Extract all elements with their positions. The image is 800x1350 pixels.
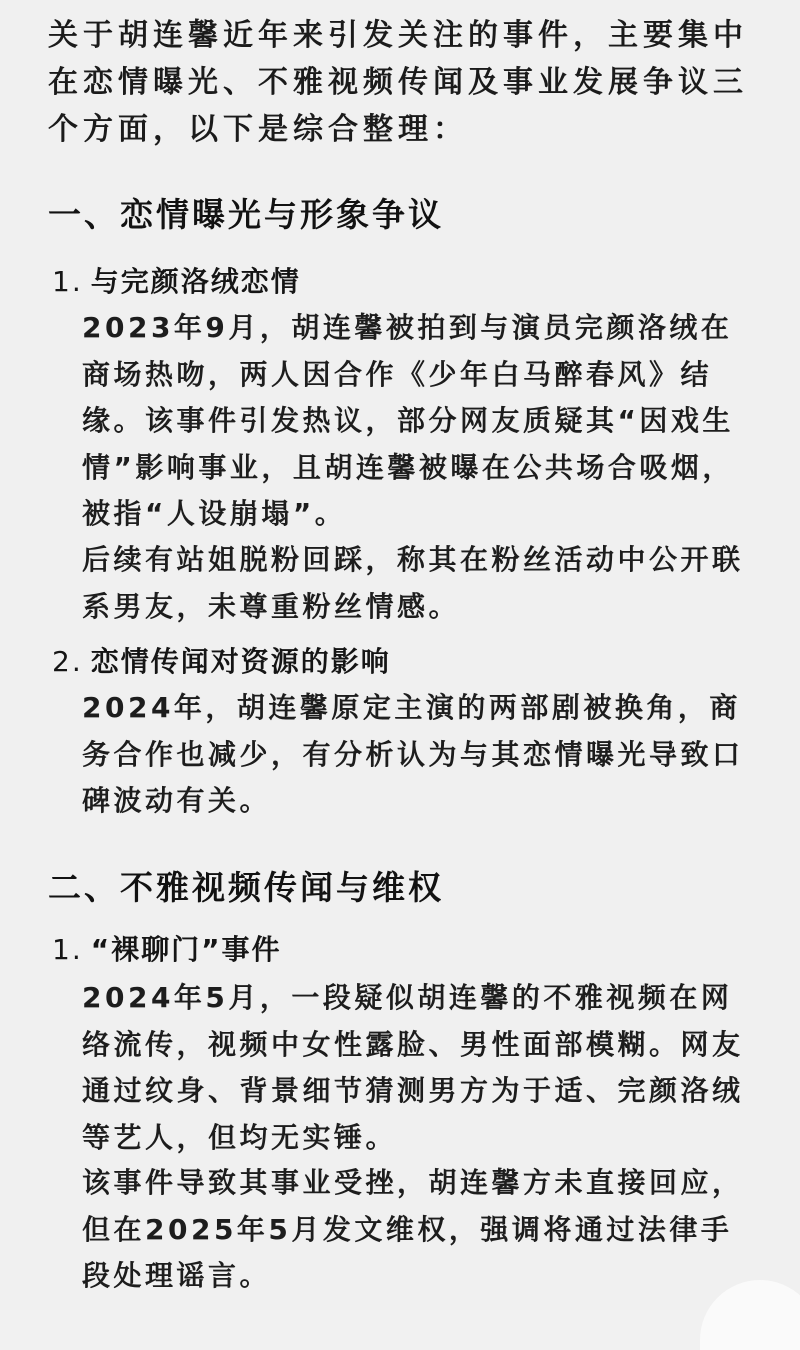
item-number: 1. [52,933,83,966]
section-heading-1: 一、恋情曝光与形象争议 [48,195,444,234]
intro-paragraph: 关于胡连馨近年来引发关注的事件，主要集中在恋情曝光、不雅视频传闻及事业发展争议三个方面，以下是综合整理： [48,18,748,147]
item-number: 2. [52,645,83,678]
item-title-text: 恋情传闻对资源的影响 [90,645,391,678]
item-title-1-1 [52,262,772,302]
section-heading-2: 二、不雅视频传闻与维权 [48,868,444,907]
item-title-2-1 [52,930,772,970]
paragraph-1-1-a: 2023年9月，胡连馨被拍到与演员完颜洛绒在商场热吻，两人因合作《少年白马醉春风》结缘。该事件引发热议，部分网友质疑其“因戏生情”影响事业，且胡连馨被曝在公共场合吸烟，被指“人设崩塌”。 [82,311,734,530]
item-title-text: 与完颜洛绒恋情 [90,265,301,298]
paragraph-2-1-b: 该事件导致其事业受挫，胡连馨方未直接回应，但在2025年5月发文维权，强调将通过法律手段处理谣言。 [82,1166,744,1292]
item-number: 1. [52,265,83,298]
paragraph-1-2-a: 2024年，胡连馨原定主演的两部剧被换角，商务合作也减少，有分析认为与其恋情曝光导致口碑波动有关。 [82,691,744,817]
item-title-1-2 [52,642,772,682]
paragraph-2-1-a: 2024年5月，一段疑似胡连馨的不雅视频在网络流传，视频中女性露脸、男性面部模糊。网友通过纹身、背景细节猜测男方为于适、完颜洛绒等艺人，但均无实锤。 [82,981,744,1154]
item-title-text: “裸聊门”事件 [90,933,282,966]
paragraph-1-1-b: 后续有站姐脱粉回踩，称其在粉丝活动中公开联系男友，未尊重粉丝情感。 [82,543,744,623]
